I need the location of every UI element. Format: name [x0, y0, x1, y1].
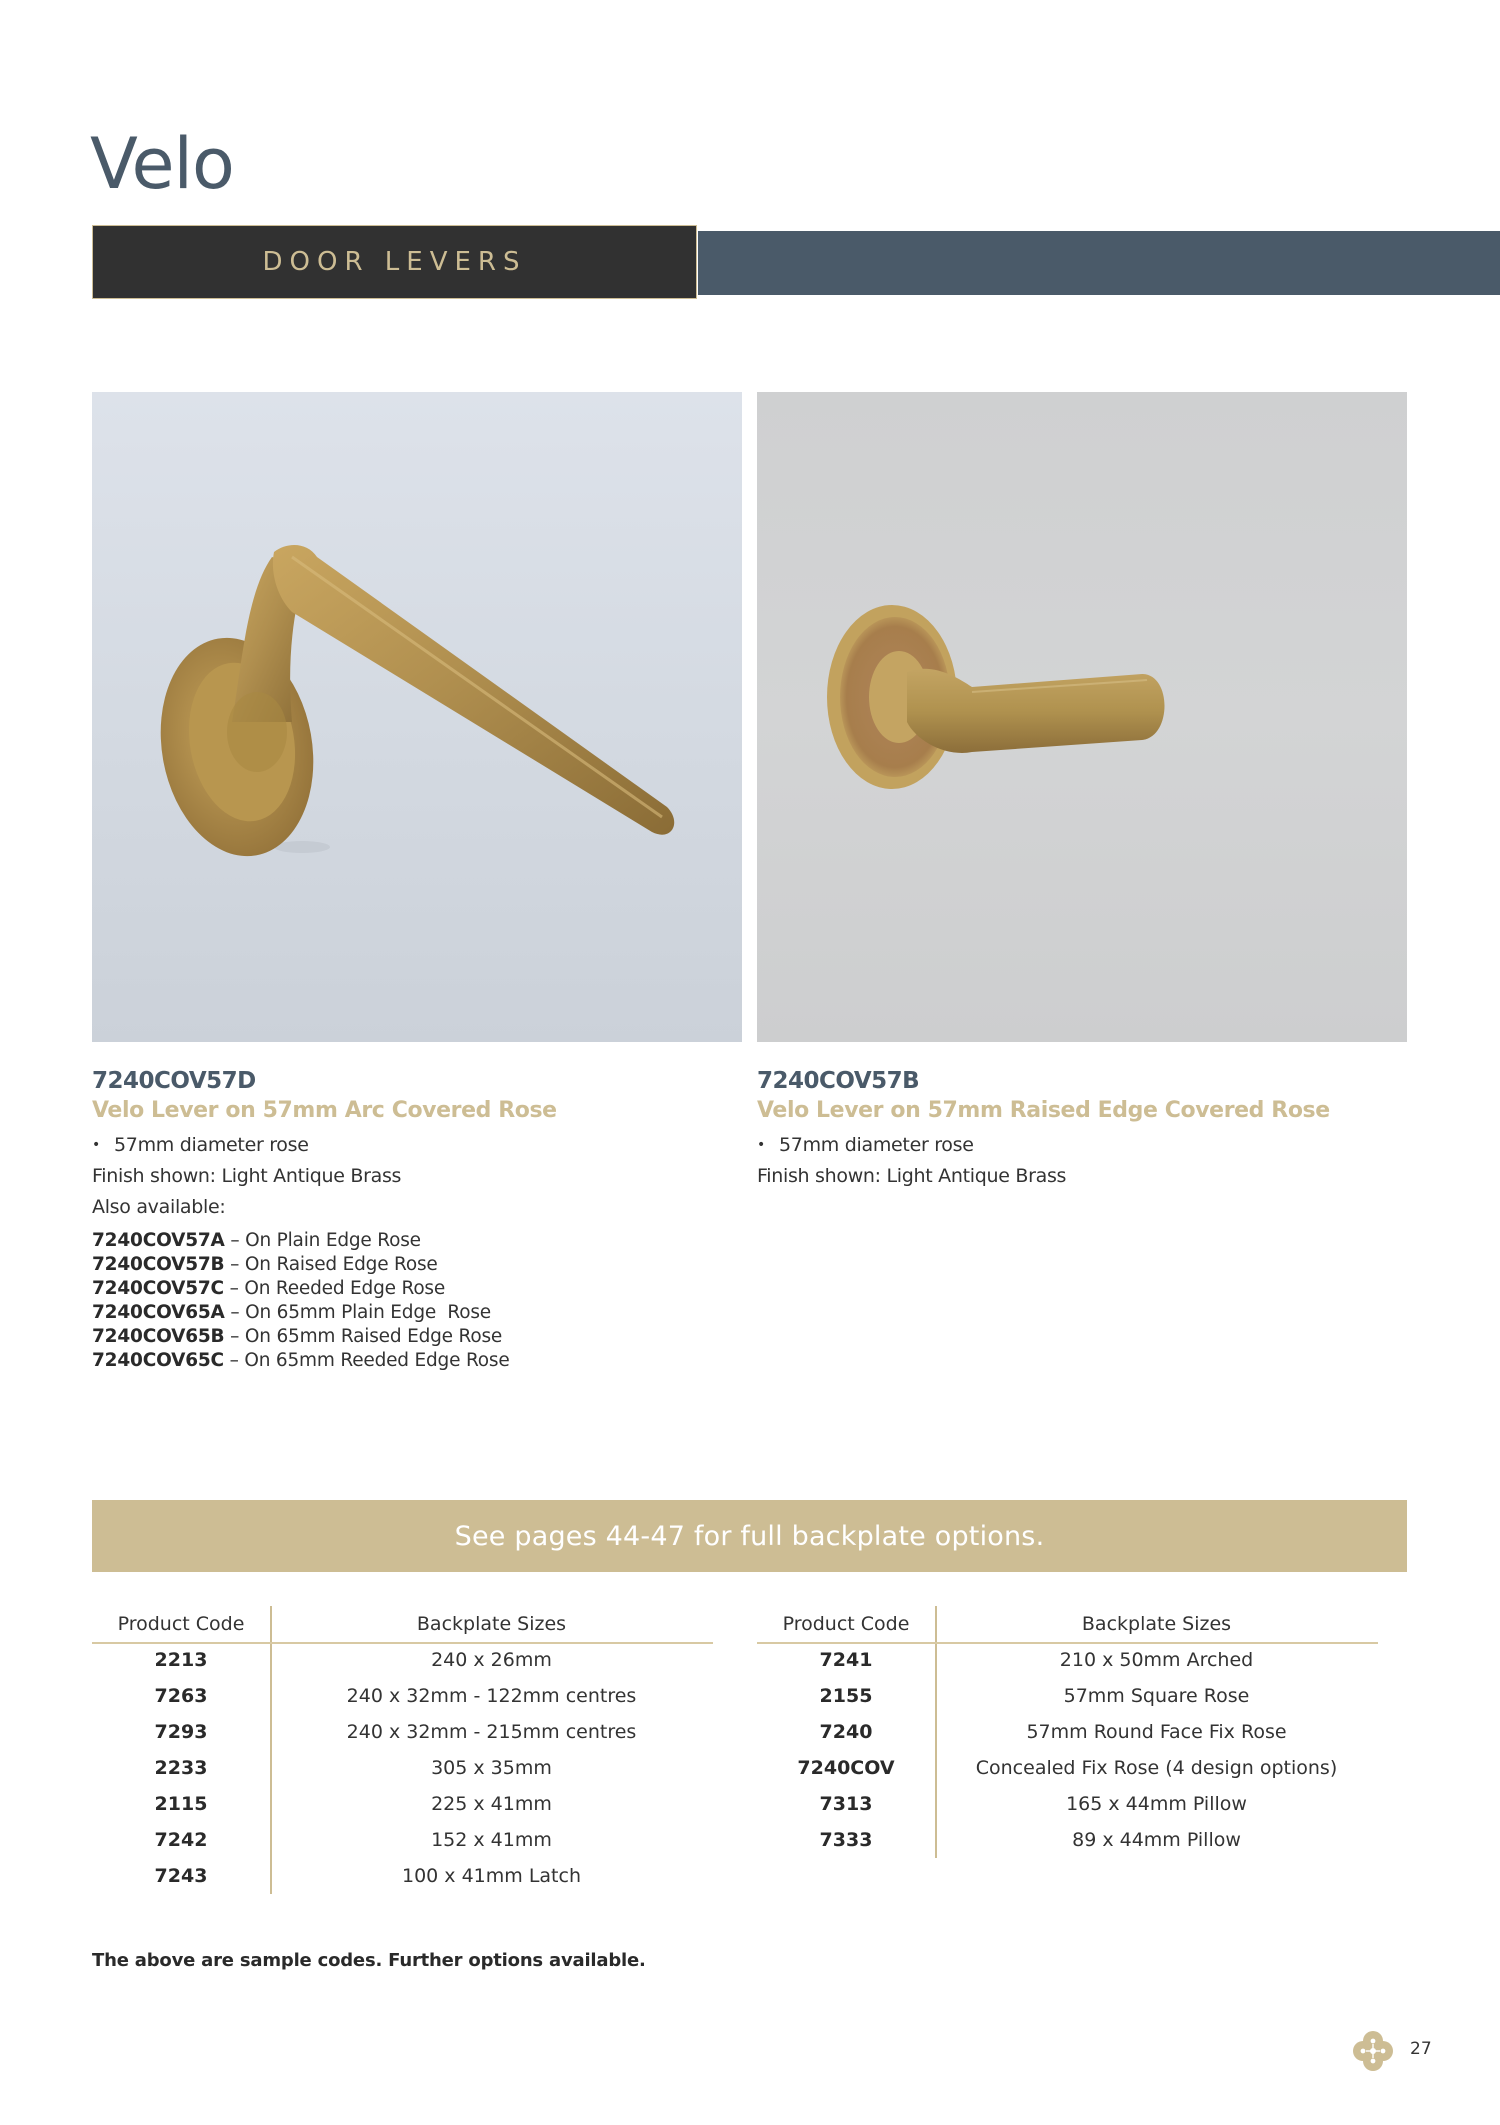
backplate-table-right: [757, 1606, 1378, 1858]
product-info-7240COV57D: [92, 1066, 732, 1373]
table-row: 2233 305 x 35mm: [154, 1757, 552, 1779]
page-number: 27: [1410, 2039, 1432, 2059]
product-name: Velo Lever on 57mm Arc Covered Rose: [92, 1098, 557, 1123]
also-available-label: Also available:: [92, 1196, 226, 1218]
product-finish: Finish shown: Light Antique Brass: [92, 1165, 402, 1187]
table-row: 7240 57mm Round Face Fix Rose: [819, 1721, 1287, 1743]
variant-item: 7240COV57A – On Plain Edge Rose: [92, 1230, 421, 1251]
section-accent-bar: [698, 231, 1500, 295]
quatrefoil-logo-icon: [1352, 2030, 1394, 2072]
bullet-icon: •: [92, 1137, 100, 1153]
product-code: 7240COV57B: [757, 1068, 920, 1094]
table-row: 2115 225 x 41mm: [154, 1793, 552, 1815]
table-row: 7242 152 x 41mm: [154, 1829, 552, 1851]
table-row: 2155 57mm Square Rose: [819, 1685, 1250, 1707]
variant-item: 7240COV65A – On 65mm Plain Edge Rose: [92, 1302, 491, 1323]
table-row: 7241 210 x 50mm Arched: [819, 1649, 1254, 1671]
sample-codes-note: The above are sample codes. Further options available.: [92, 1950, 646, 1971]
product-finish: Finish shown: Light Antique Brass: [757, 1165, 1067, 1187]
variant-item: 7240COV65B – On 65mm Raised Edge Rose: [92, 1326, 503, 1347]
product-feature: • 57mm diameter rose: [92, 1130, 732, 1161]
door-lever-arc-rose-photo: [92, 392, 742, 1042]
lever-illustration-icon: [92, 392, 742, 1042]
lever-illustration-icon: [757, 392, 1407, 1042]
product-name: Velo Lever on 57mm Raised Edge Covered Rose: [757, 1098, 1330, 1123]
column-header-sizes: Backplate Sizes: [1081, 1613, 1232, 1635]
bullet-icon: •: [757, 1137, 765, 1153]
variant-item: 7240COV65C – On 65mm Reeded Edge Rose: [92, 1350, 510, 1371]
table-row: 7240COV Concealed Fix Rose (4 design options): [797, 1757, 1338, 1779]
variant-list: [92, 1229, 732, 1373]
table-header-row: [92, 1606, 713, 1642]
banner-text: See pages 44-47 for full backplate options.: [454, 1520, 1045, 1552]
backplate-table-left: [92, 1606, 713, 1894]
backplate-options-banner: [92, 1500, 1407, 1572]
section-header: [92, 225, 697, 299]
column-header-code: Product Code: [782, 1613, 910, 1635]
table-row: 7263 240 x 32mm - 122mm centres: [154, 1685, 637, 1707]
door-lever-raised-edge-rose-photo: [757, 392, 1407, 1042]
variant-item: 7240COV57B – On Raised Edge Rose: [92, 1254, 438, 1275]
page-title: Velo: [90, 123, 234, 205]
table-header-row: [757, 1606, 1378, 1642]
table-row: 7243 100 x 41mm Latch: [154, 1865, 581, 1887]
product-info-7240COV57B: [757, 1066, 1397, 1192]
table-row: 7333 89 x 44mm Pillow: [819, 1829, 1241, 1851]
column-header-code: Product Code: [117, 1613, 245, 1635]
table-row: 2213 240 x 26mm: [154, 1649, 552, 1671]
column-header-sizes: Backplate Sizes: [416, 1613, 567, 1635]
table-row: 7293 240 x 32mm - 215mm centres: [154, 1721, 637, 1743]
variant-item: 7240COV57C – On Reeded Edge Rose: [92, 1278, 446, 1299]
product-feature: • 57mm diameter rose: [757, 1130, 1397, 1161]
section-title: DOOR LEVERS: [262, 247, 527, 277]
product-code: 7240COV57D: [92, 1068, 256, 1094]
table-row: 7313 165 x 44mm Pillow: [819, 1793, 1247, 1815]
